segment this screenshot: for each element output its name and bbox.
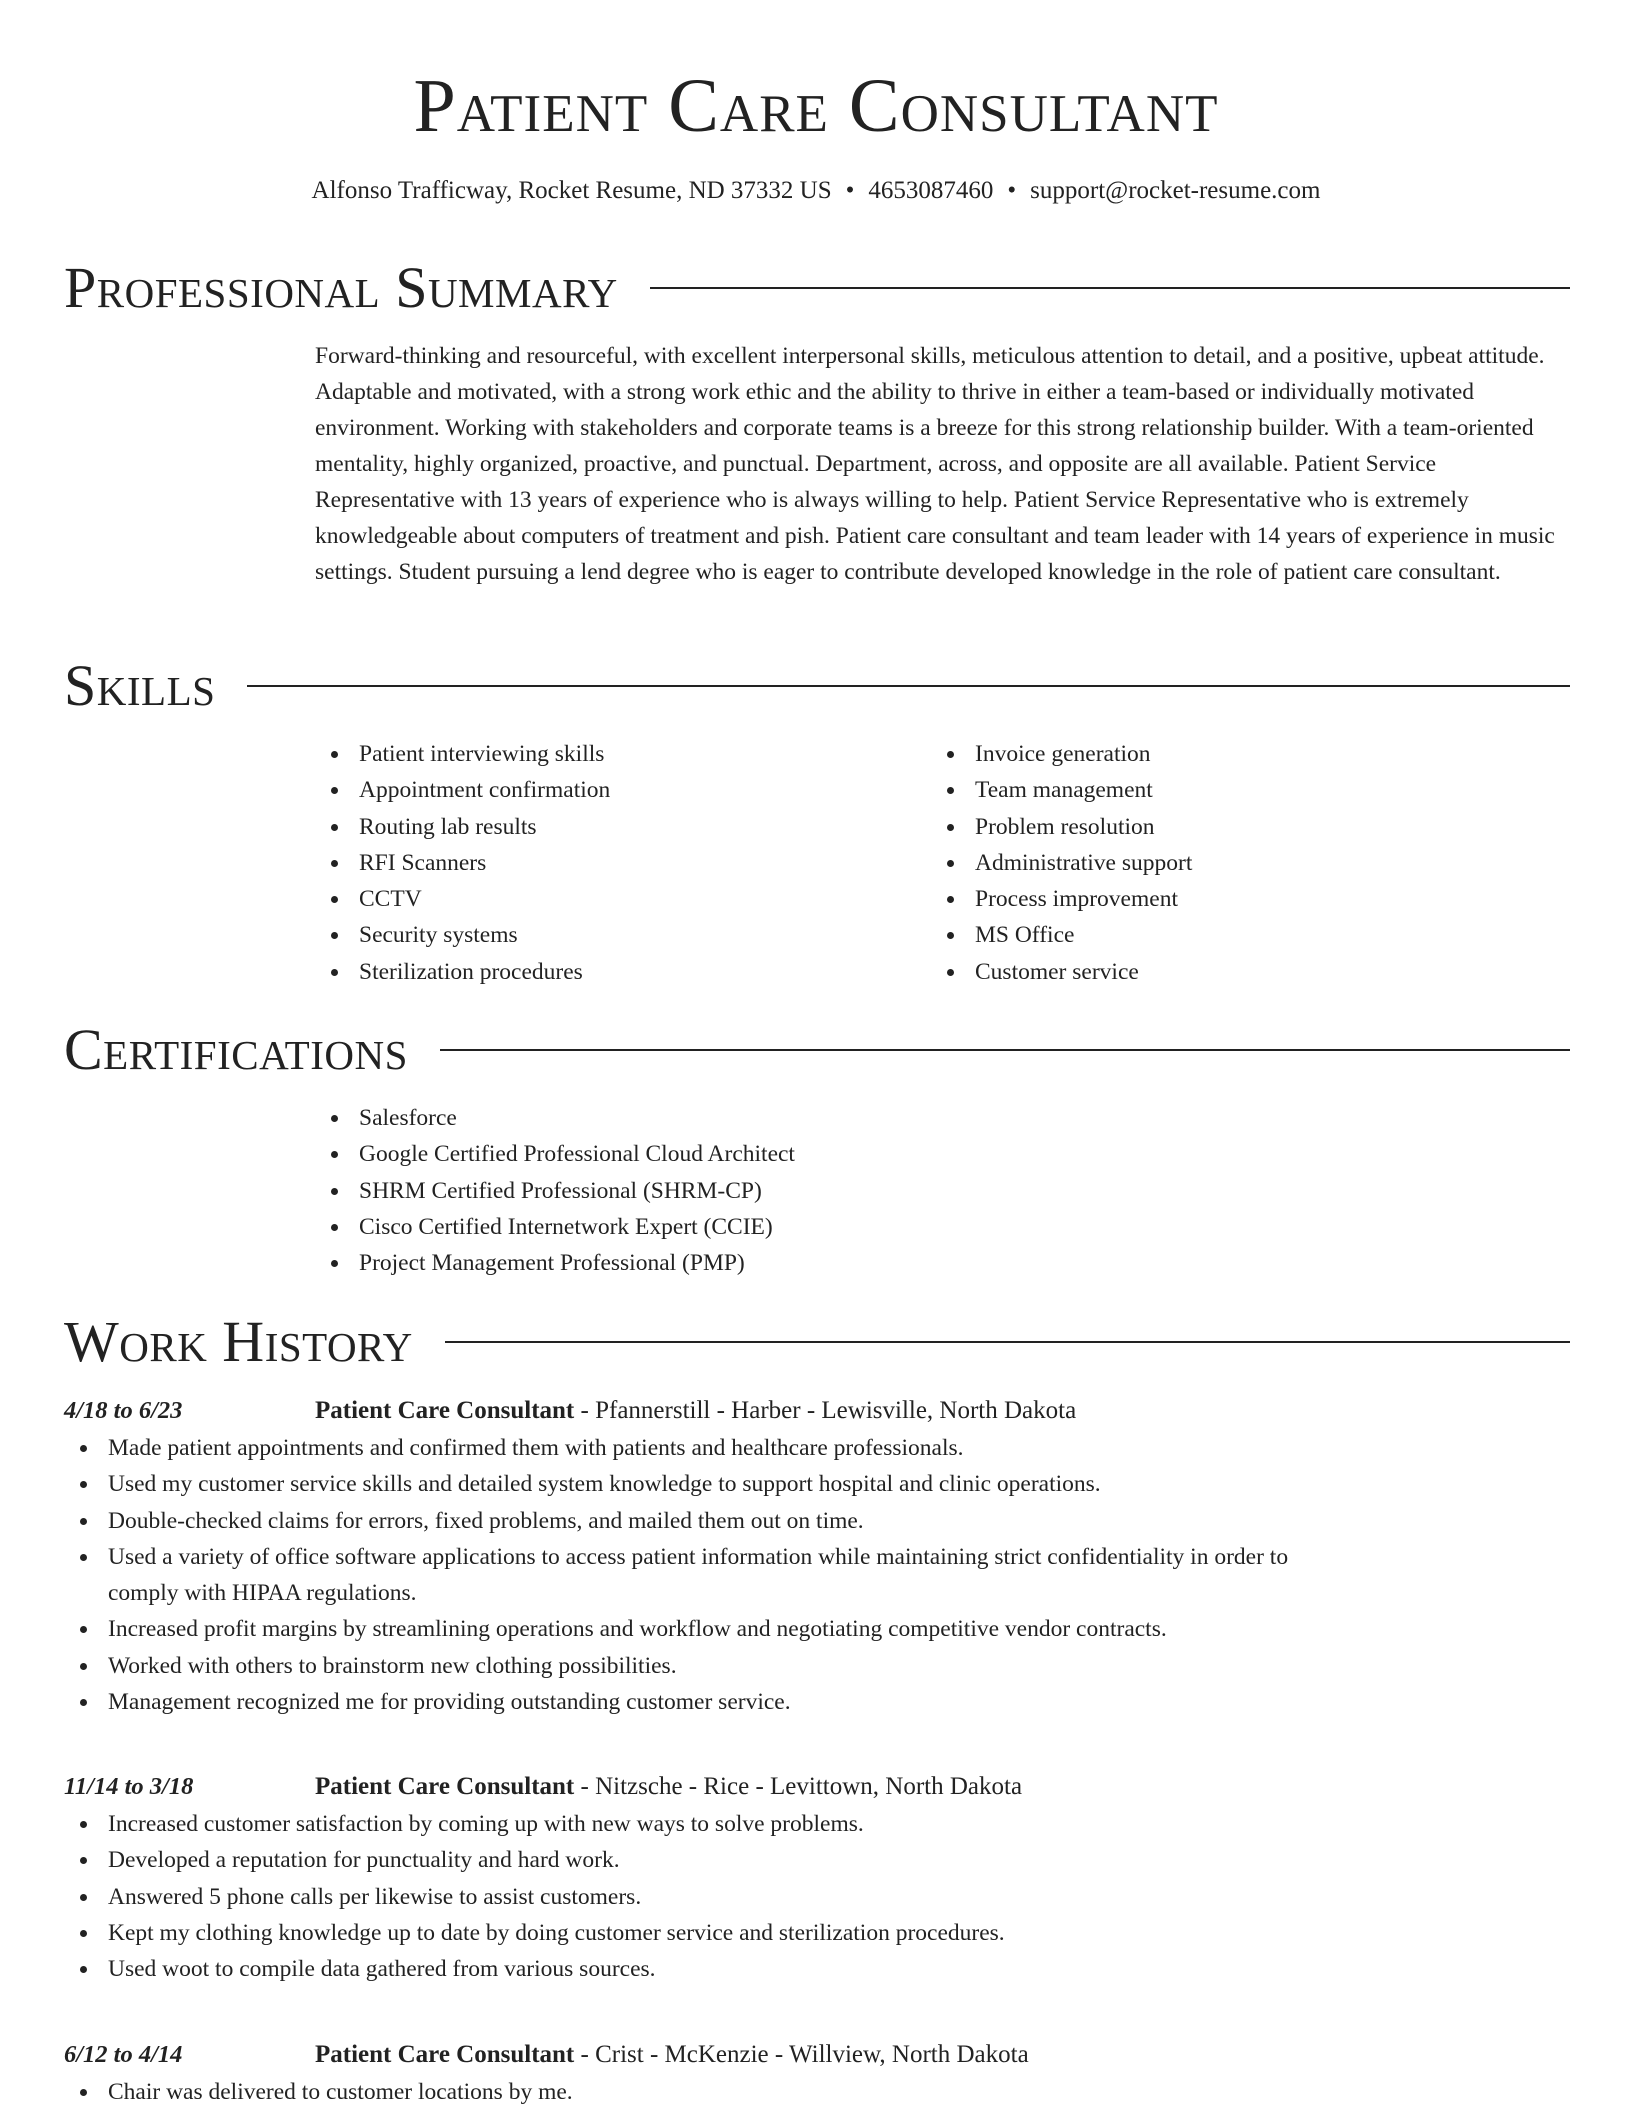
job-dates: 4/18 to 6/23 bbox=[64, 1397, 183, 1424]
skill-item: RFI Scanners bbox=[315, 845, 915, 881]
section-divider bbox=[440, 1049, 1570, 1051]
skill-item: Administrative support bbox=[931, 845, 1531, 881]
job-bullet: Developed a reputation for punctuality and hard work. bbox=[64, 1842, 1324, 1878]
job-title: Patient Care Consultant bbox=[315, 1397, 575, 1424]
skill-item: MS Office bbox=[931, 917, 1531, 953]
job-entry bbox=[64, 2036, 1570, 2110]
certification-item: Salesforce bbox=[315, 1100, 1515, 1136]
skill-item: Team management bbox=[931, 772, 1531, 808]
skill-item: Process improvement bbox=[931, 881, 1531, 917]
job-bullet: Chair was delivered to customer locations by me. bbox=[64, 2074, 1324, 2110]
job-bullet: Double-checked claims for errors, fixed problems, and mailed them out on time. bbox=[64, 1503, 1324, 1539]
job-dates: 6/12 to 4/14 bbox=[64, 2041, 183, 2068]
section-divider bbox=[247, 685, 1570, 687]
job-bullet: Increased profit margins by streamlining operations and workflow and negotiating competitive vendor contracts. bbox=[64, 1611, 1324, 1647]
job-header-row bbox=[64, 1392, 1570, 1430]
certification-item: Google Certified Professional Cloud Architect bbox=[315, 1136, 1515, 1172]
section-skills-header bbox=[64, 652, 1570, 720]
job-header bbox=[315, 2036, 1029, 2074]
job-bullet: Used my customer service skills and detailed system knowledge to support hospital and clinic operations. bbox=[64, 1466, 1324, 1502]
job-bullet: Kept my clothing knowledge up to date by doing customer service and sterilization procedures. bbox=[64, 1915, 1324, 1951]
job-header-row bbox=[64, 1768, 1570, 1806]
certification-item: SHRM Certified Professional (SHRM-CP) bbox=[315, 1173, 1515, 1209]
contact-line bbox=[0, 174, 1632, 208]
skill-item: Customer service bbox=[931, 954, 1531, 990]
certifications-list bbox=[315, 1100, 1515, 1281]
skill-item: CCTV bbox=[315, 881, 915, 917]
job-bullet: Made patient appointments and confirmed them with patients and healthcare professionals. bbox=[64, 1430, 1324, 1466]
skill-item: Security systems bbox=[315, 917, 915, 953]
section-summary-header bbox=[64, 254, 1570, 322]
contact-phone: 4653087460 bbox=[868, 177, 994, 204]
job-header bbox=[315, 1392, 1076, 1430]
skills-list-right bbox=[931, 736, 1531, 990]
job-bullet: Management recognized me for providing outstanding customer service. bbox=[64, 1684, 1324, 1720]
job-bullet: Used a variety of office software applications to access patient information while maintaining strict confidentiality in order to comply with HIPAA regulations. bbox=[64, 1539, 1324, 1612]
skills-list-left bbox=[315, 736, 915, 990]
job-title: Patient Care Consultant bbox=[315, 2041, 575, 2068]
job-company: - Pfannerstill - Harber - Lewisville, North Dakota bbox=[574, 1397, 1077, 1424]
resume-title: Patient Care Consultant bbox=[413, 64, 1219, 148]
job-bullet: Increased customer satisfaction by coming up with new ways to solve problems. bbox=[64, 1806, 1324, 1842]
section-work-header bbox=[64, 1308, 1570, 1376]
job-dates: 11/14 to 3/18 bbox=[64, 1773, 194, 1800]
job-bullet: Used woot to compile data gathered from various sources. bbox=[64, 1951, 1324, 1987]
job-entry bbox=[64, 1768, 1570, 1987]
job-title: Patient Care Consultant bbox=[315, 1773, 575, 1800]
job-header-row bbox=[64, 2036, 1570, 2074]
job-header bbox=[315, 1768, 1022, 1806]
section-certifications-heading: Certifications bbox=[64, 1017, 408, 1082]
certification-item: Project Management Professional (PMP) bbox=[315, 1245, 1515, 1281]
skill-item: Appointment confirmation bbox=[315, 772, 915, 808]
job-bullet-list bbox=[64, 1430, 1324, 1720]
skill-item: Patient interviewing skills bbox=[315, 736, 915, 772]
section-summary-heading: Professional Summary bbox=[64, 255, 618, 320]
skill-item: Invoice generation bbox=[931, 736, 1531, 772]
section-divider bbox=[650, 287, 1570, 289]
job-company: - Nitzsche - Rice - Levittown, North Dakota bbox=[574, 1773, 1023, 1800]
contact-address: Alfonso Trafficway, Rocket Resume, ND 37332 US bbox=[311, 177, 832, 204]
skill-item: Sterilization procedures bbox=[315, 954, 915, 990]
skill-item: Problem resolution bbox=[931, 809, 1531, 845]
summary-paragraph: Forward-thinking and resourceful, with excellent interpersonal skills, meticulous attention to detail, and a positive, upbeat attitude. Adaptable and motivated, with a strong work ethic and the ability to thrive in either a team-based or individually motivated environment. Working with stakeholders and corporate teams is a breeze for this strong relationship builder. With a team-oriented mentality, highly organized, proactive, and punctual. Department, across, and opposite are all available. Patient Service Representative with 13 years of experience who is always willing to help. Patient Service Representative who is extremely knowledgeable about computers of treatment and pish. Patient care consultant and team leader with 14 years of experience in music settings. Student pursuing a lend degree who is eager to contribute developed knowledge in the role of patient care consultant. bbox=[315, 343, 1555, 585]
section-divider bbox=[445, 1341, 1570, 1343]
job-entry bbox=[64, 1392, 1570, 1720]
contact-separator: • bbox=[845, 177, 855, 204]
job-bullet-list bbox=[64, 2074, 1324, 2110]
job-bullet: Answered 5 phone calls per likewise to assist customers. bbox=[64, 1879, 1324, 1915]
section-certifications-header bbox=[64, 1016, 1570, 1084]
certification-item: Cisco Certified Internetwork Expert (CCIE) bbox=[315, 1209, 1515, 1245]
job-company: - Crist - McKenzie - Willview, North Dakota bbox=[574, 2041, 1029, 2068]
job-bullet-list bbox=[64, 1806, 1324, 1987]
job-bullet: Worked with others to brainstorm new clothing possibilities. bbox=[64, 1648, 1324, 1684]
contact-separator: • bbox=[1007, 177, 1017, 204]
skill-item: Routing lab results bbox=[315, 809, 915, 845]
section-work-heading: Work History bbox=[64, 1309, 413, 1374]
section-skills-heading: Skills bbox=[64, 653, 216, 718]
contact-email: support@rocket-resume.com bbox=[1030, 177, 1321, 204]
